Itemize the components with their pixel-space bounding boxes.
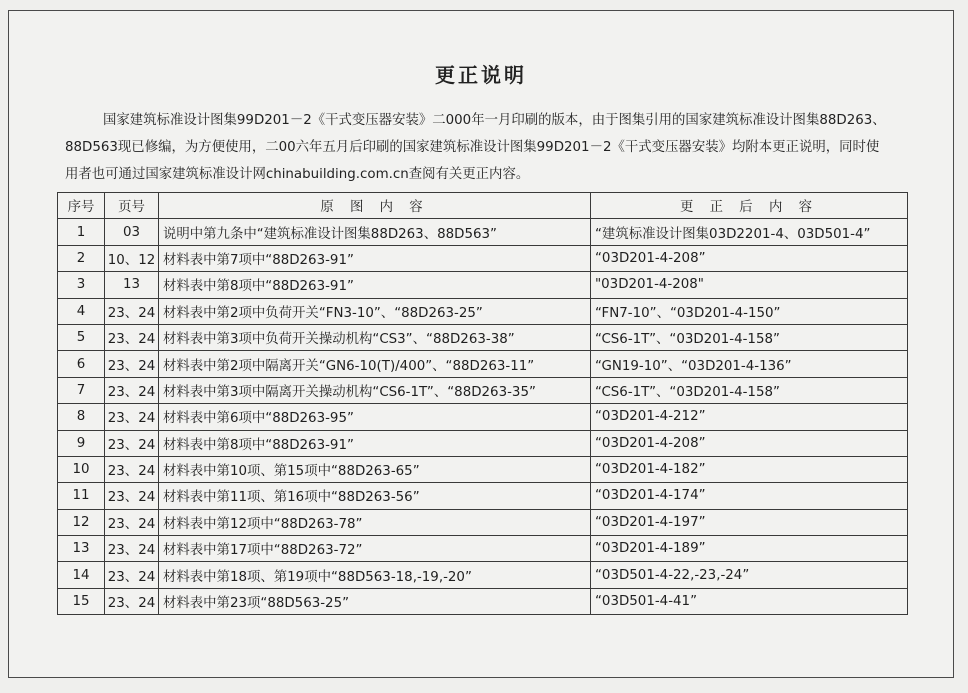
intro-line-1: 国家建筑标准设计图集99D201－2《干式变压器安装》二000年一月印刷的版本，由于图集引用的国家建筑标准设计图集88D263、 (103, 113, 886, 128)
row-original: 材料表中第2项中负荷开关“FN3-10”、“88D263-25” (159, 298, 591, 324)
row-page: 23、24 (105, 298, 159, 324)
row-number: 2 (58, 245, 105, 271)
intro-line-3: 用者也可通过国家建筑标准设计网chinabuilding.com.cn查阅有关更正内容。 (65, 167, 530, 182)
row-page: 23、24 (105, 351, 159, 377)
row-original: 材料表中第7项中“88D263-91” (159, 245, 591, 271)
row-corrected: “03D201-4-212” (591, 404, 908, 430)
row-page: 23、24 (105, 588, 159, 614)
row-original: 材料表中第8项中“88D263-91” (159, 430, 591, 456)
row-original: 材料表中第10项、第15项中“88D263-65” (159, 456, 591, 482)
row-page: 23、24 (105, 509, 159, 535)
row-number: 1 (58, 219, 105, 245)
table-row (58, 272, 908, 298)
row-original: 材料表中第18项、第19项中“88D563-18,-19,-20” (159, 562, 591, 588)
row-original: 材料表中第17项中“88D263-72” (159, 536, 591, 562)
table-row (58, 562, 908, 588)
row-corrected: “03D201-4-208” (591, 430, 908, 456)
header-corrected: 更 正 后 内 容 (591, 193, 908, 219)
header-no: 序号 (58, 193, 105, 219)
row-page: 23、24 (105, 377, 159, 403)
row-number: 14 (58, 562, 105, 588)
row-original: 材料表中第12项中“88D263-78” (159, 509, 591, 535)
row-page: 23、24 (105, 404, 159, 430)
row-number: 15 (58, 588, 105, 614)
row-corrected: “03D501-4-22,-23,-24” (591, 562, 908, 588)
row-original: 材料表中第23项“88D563-25” (159, 588, 591, 614)
intro-paragraph (65, 107, 897, 188)
table-row (58, 404, 908, 430)
table-row (58, 245, 908, 271)
row-page: 10、12 (105, 245, 159, 271)
page-title: 更正说明 (435, 63, 527, 87)
row-number: 3 (58, 272, 105, 298)
table-row (58, 483, 908, 509)
table-row (58, 324, 908, 350)
row-original: 材料表中第2项中隔离开关“GN6-10(T)/400”、“88D263-11” (159, 351, 591, 377)
table-row (58, 430, 908, 456)
row-corrected: “03D501-4-41” (591, 588, 908, 614)
table-row (58, 456, 908, 482)
row-corrected: "03D201-4-208" (591, 272, 908, 298)
table-row (58, 298, 908, 324)
row-original: 说明中第九条中“建筑标准设计图集88D263、88D563” (159, 219, 591, 245)
row-number: 13 (58, 536, 105, 562)
row-number: 10 (58, 456, 105, 482)
row-corrected: “建筑标准设计图集03D2201-4、03D501-4” (591, 219, 908, 245)
table-row (58, 536, 908, 562)
row-corrected: “CS6-1T”、“03D201-4-158” (591, 377, 908, 403)
row-page: 23、24 (105, 456, 159, 482)
row-page: 13 (105, 272, 159, 298)
row-page: 23、24 (105, 536, 159, 562)
row-corrected: “GN19-10”、“03D201-4-136” (591, 351, 908, 377)
row-number: 5 (58, 324, 105, 350)
correction-table (57, 192, 908, 615)
row-number: 7 (58, 377, 105, 403)
table-row (58, 377, 908, 403)
row-corrected: “03D201-4-189” (591, 536, 908, 562)
table-row (58, 351, 908, 377)
row-number: 8 (58, 404, 105, 430)
table-row (58, 588, 908, 614)
row-page: 03 (105, 219, 159, 245)
intro-line-2: 88D563现已修编，为方便使用，二00六年五月后印刷的国家建筑标准设计图集99D201－2《干式变压器安装》均附本更正说明，同时使 (65, 140, 880, 155)
row-page: 23、24 (105, 324, 159, 350)
row-original: 材料表中第3项中隔离开关操动机构“CS6-1T”、“88D263-35” (159, 377, 591, 403)
row-corrected: “03D201-4-197” (591, 509, 908, 535)
row-corrected: “03D201-4-182” (591, 456, 908, 482)
row-corrected: “03D201-4-208” (591, 245, 908, 271)
row-page: 23、24 (105, 430, 159, 456)
row-corrected: “03D201-4-174” (591, 483, 908, 509)
row-number: 9 (58, 430, 105, 456)
row-number: 11 (58, 483, 105, 509)
table-header-row (58, 193, 908, 219)
row-corrected: “FN7-10”、“03D201-4-150” (591, 298, 908, 324)
row-original: 材料表中第6项中“88D263-95” (159, 404, 591, 430)
row-original: 材料表中第8项中“88D263-91” (159, 272, 591, 298)
header-original: 原 图 内 容 (159, 193, 591, 219)
row-original: 材料表中第3项中负荷开关操动机构“CS3”、“88D263-38” (159, 324, 591, 350)
row-number: 4 (58, 298, 105, 324)
row-original: 材料表中第11项、第16项中“88D263-56” (159, 483, 591, 509)
header-page: 页号 (105, 193, 159, 219)
row-corrected: “CS6-1T”、“03D201-4-158” (591, 324, 908, 350)
row-page: 23、24 (105, 483, 159, 509)
row-number: 12 (58, 509, 105, 535)
table-row (58, 509, 908, 535)
table-row (58, 219, 908, 245)
row-page: 23、24 (105, 562, 159, 588)
row-number: 6 (58, 351, 105, 377)
